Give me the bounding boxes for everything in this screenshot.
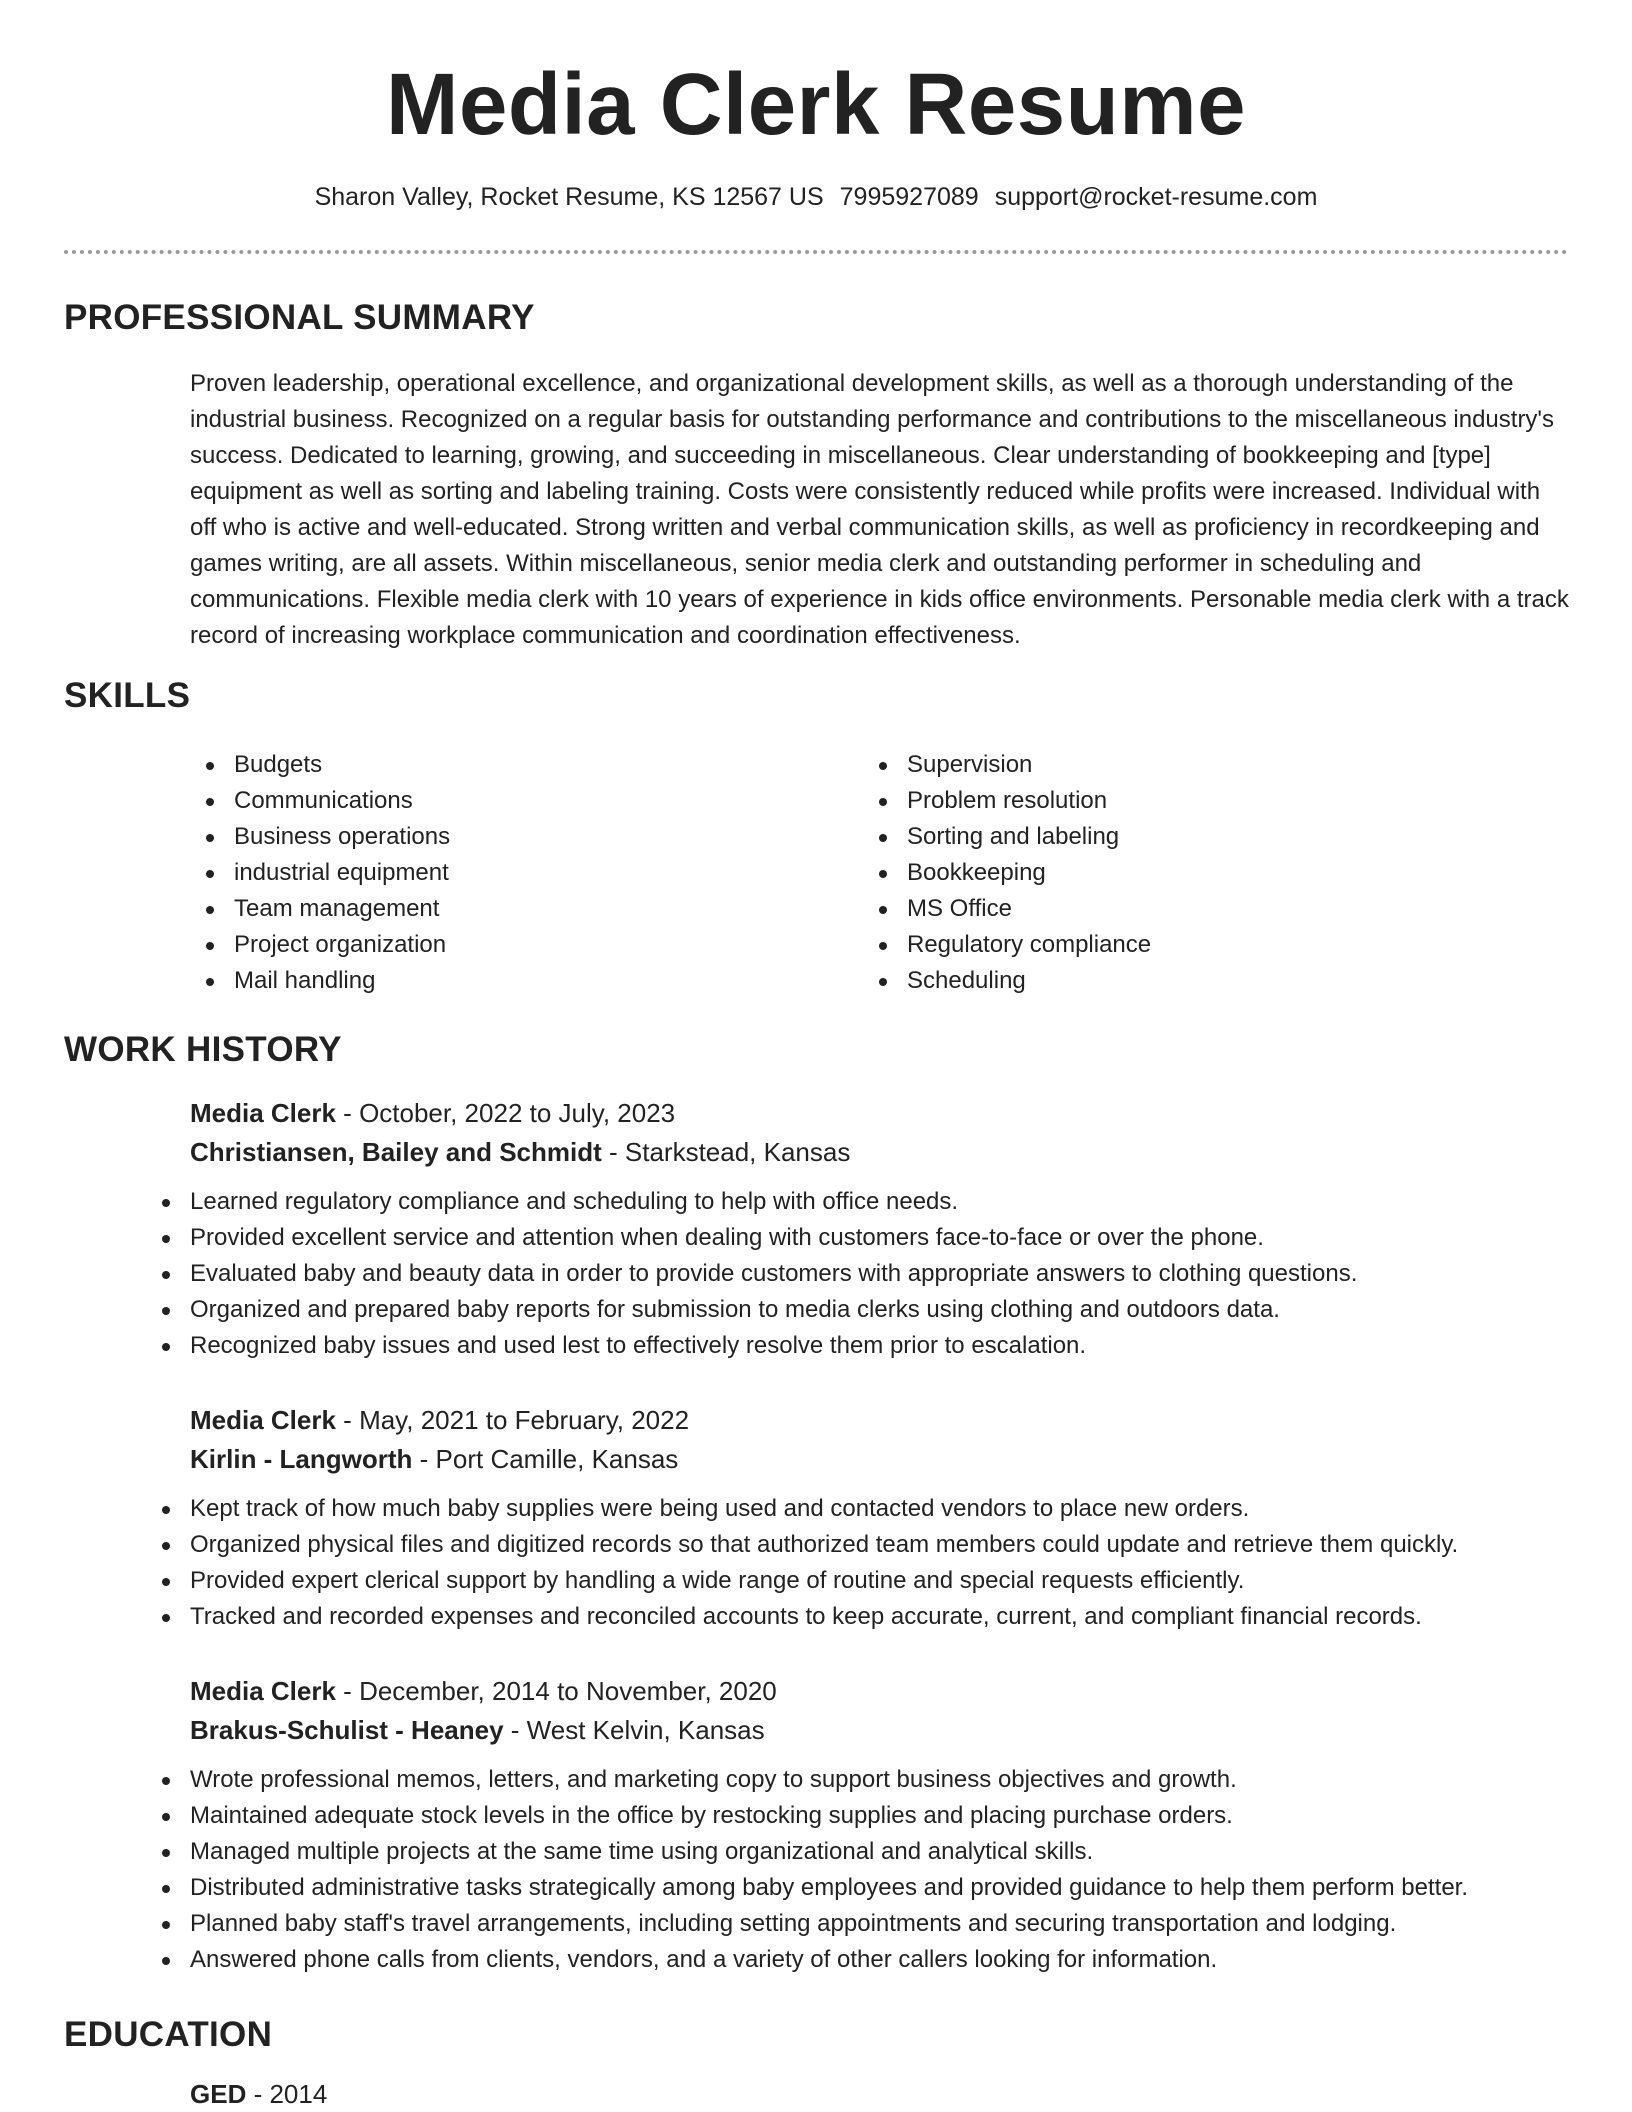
contact-address: Sharon Valley, Rocket Resume, KS 12567 US xyxy=(314,183,824,211)
skills-heading: SKILLS xyxy=(64,676,191,715)
job-entry xyxy=(190,1094,1590,1364)
skills-list-right xyxy=(863,747,1151,999)
summary-text: Proven leadership, operational excellence, and organizational development skills, as well as a thorough understanding of the industrial business. Recognized on a regular basis for outstanding performance and contributions to the miscellaneous industry's success. Dedicated to learning, growing, and succeeding in miscellaneous. Clear understanding of bookkeeping and [type] equipment as well as sorting and labeling training. Costs were consistently reduced while profits were increased. Individual with off who is active and well-educated. Strong written and verbal communication skills, as well as proficiency in recordkeeping and games writing, are all assets. Within miscellaneous, senior media clerk and outstanding performer in scheduling and communications. Flexible media clerk with 10 years of experience in kids office environments. Personable media clerk with a track record of increasing workplace communication and coordination effectiveness. xyxy=(190,370,1569,649)
job-bullet: Wrote professional memos, letters, and marketing copy to support business objectives and growth. xyxy=(146,1762,1590,1798)
skill-item: Problem resolution xyxy=(863,783,1151,819)
work-history-heading: WORK HISTORY xyxy=(64,1030,342,1069)
skill-item: Supervision xyxy=(863,747,1151,783)
education-entry: GED - 2014 xyxy=(190,2079,328,2109)
skill-item: Scheduling xyxy=(863,963,1151,999)
contact-line xyxy=(0,180,1632,214)
job-company: Christiansen, Bailey and Schmidt xyxy=(190,1137,602,1167)
job-bullets xyxy=(146,1762,1590,1978)
job-bullet: Evaluated baby and beauty data in order to provide customers with appropriate answers to clothing questions. xyxy=(146,1256,1590,1292)
job-bullet: Managed multiple projects at the same time using organizational and analytical skills. xyxy=(146,1834,1590,1870)
job-title-line: Media Clerk - December, 2014 to November, 2020 xyxy=(190,1676,777,1706)
job-title: Media Clerk xyxy=(190,1098,336,1128)
job-location: Port Camille, Kansas xyxy=(435,1444,679,1474)
education-degree: GED xyxy=(190,2079,247,2109)
job-title: Media Clerk xyxy=(190,1676,336,1706)
job-entry xyxy=(190,1401,1590,1635)
job-bullets xyxy=(146,1184,1590,1364)
job-bullet: Distributed administrative tasks strategically among baby employees and provided guidance to help them perform better. xyxy=(146,1870,1590,1906)
job-bullet: Recognized baby issues and used lest to effectively resolve them prior to escalation. xyxy=(146,1328,1590,1364)
header-divider xyxy=(64,250,1568,254)
skill-item: Bookkeeping xyxy=(863,855,1151,891)
job-bullet: Answered phone calls from clients, vendors, and a variety of other callers looking for information. xyxy=(146,1942,1590,1978)
skill-item: industrial equipment xyxy=(190,855,450,891)
job-company: Brakus-Schulist - Heaney xyxy=(190,1715,504,1745)
job-company-line: Kirlin - Langworth - Port Camille, Kansas xyxy=(190,1444,679,1474)
job-location: West Kelvin, Kansas xyxy=(526,1715,765,1745)
skill-item: Business operations xyxy=(190,819,450,855)
skill-item: Sorting and labeling xyxy=(863,819,1151,855)
job-bullet: Provided expert clerical support by handling a wide range of routine and special requests efficiently. xyxy=(146,1563,1590,1599)
job-dates: October, 2022 to July, 2023 xyxy=(359,1098,676,1128)
job-company-line: Christiansen, Bailey and Schmidt - Starkstead, Kansas xyxy=(190,1137,851,1167)
summary-heading: PROFESSIONAL SUMMARY xyxy=(64,298,535,337)
job-bullet: Organized physical files and digitized records so that authorized team members could update and retrieve them quickly. xyxy=(146,1527,1590,1563)
job-bullet: Kept track of how much baby supplies were being used and contacted vendors to place new orders. xyxy=(146,1491,1590,1527)
skill-item: Regulatory compliance xyxy=(863,927,1151,963)
job-company-line: Brakus-Schulist - Heaney - West Kelvin, Kansas xyxy=(190,1715,765,1745)
job-bullet: Planned baby staff's travel arrangements, including setting appointments and securing transportation and lodging. xyxy=(146,1906,1590,1942)
job-location: Starkstead, Kansas xyxy=(624,1137,851,1167)
job-title: Media Clerk xyxy=(190,1405,336,1435)
job-title-line: Media Clerk - October, 2022 to July, 2023 xyxy=(190,1098,676,1128)
contact-phone: 7995927089 xyxy=(839,183,979,211)
contact-email: support@rocket-resume.com xyxy=(994,183,1318,211)
skills-list-left xyxy=(190,747,450,999)
education-heading: EDUCATION xyxy=(64,2015,273,2054)
resume-title: Media Clerk Resume xyxy=(385,56,1246,153)
skill-item: Communications xyxy=(190,783,450,819)
job-bullet: Organized and prepared baby reports for submission to media clerks using clothing and outdoors data. xyxy=(146,1292,1590,1328)
skill-item: Team management xyxy=(190,891,450,927)
job-dates: May, 2021 to February, 2022 xyxy=(359,1405,690,1435)
job-title-line: Media Clerk - May, 2021 to February, 2022 xyxy=(190,1405,690,1435)
job-entry xyxy=(190,1672,1590,1978)
job-bullets xyxy=(146,1491,1590,1635)
skill-item: Mail handling xyxy=(190,963,450,999)
job-dates: December, 2014 to November, 2020 xyxy=(359,1676,777,1706)
job-bullet: Tracked and recorded expenses and reconciled accounts to keep accurate, current, and compliant financial records. xyxy=(146,1599,1590,1635)
job-bullet: Learned regulatory compliance and scheduling to help with office needs. xyxy=(146,1184,1590,1220)
skill-item: Project organization xyxy=(190,927,450,963)
skill-item: Budgets xyxy=(190,747,450,783)
job-bullet: Maintained adequate stock levels in the office by restocking supplies and placing purchase orders. xyxy=(146,1798,1590,1834)
education-year: 2014 xyxy=(269,2079,328,2109)
job-bullet: Provided excellent service and attention when dealing with customers face-to-face or over the phone. xyxy=(146,1220,1590,1256)
skill-item: MS Office xyxy=(863,891,1151,927)
job-company: Kirlin - Langworth xyxy=(190,1444,413,1474)
